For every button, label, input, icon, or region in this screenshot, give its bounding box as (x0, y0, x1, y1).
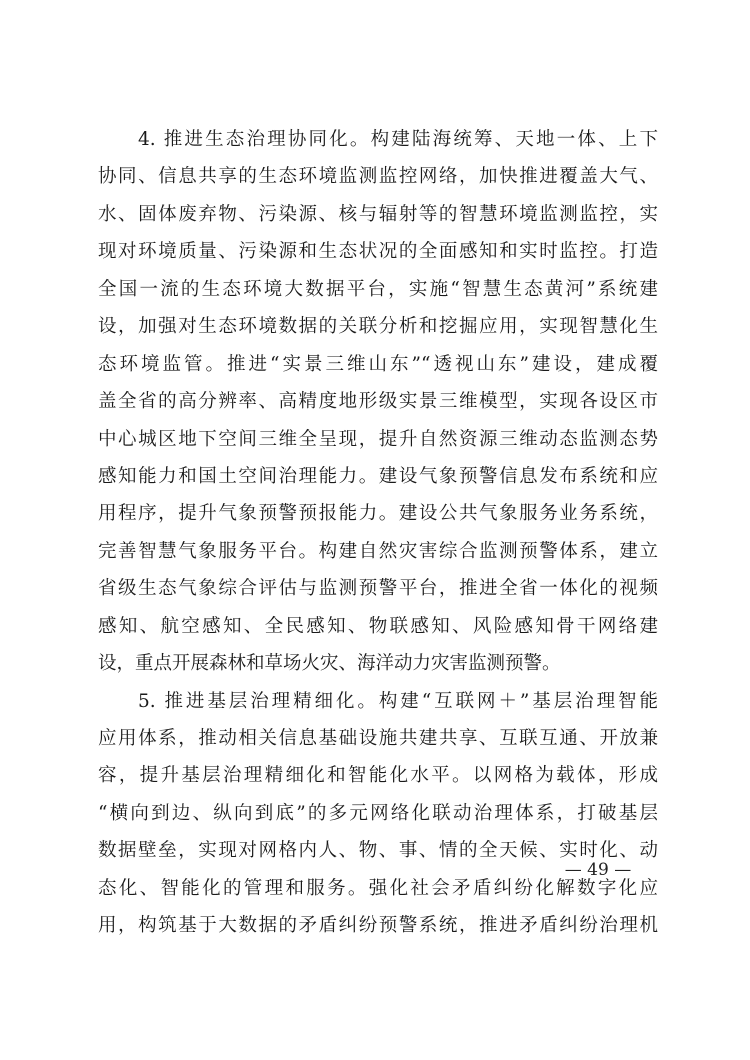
paragraph-4-line-14: 感知、航空感知、全民感知、物联感知、风险感知骨干网络建 (98, 615, 658, 637)
paragraph-4-line-9: 中心城区地下空间三维全呈现，提升自然资源三维动态监测态势 (98, 428, 658, 450)
paragraph-4-line-13: 省级生态气象综合评估与监测预警平台，推进全省一体化的视频 (98, 578, 658, 600)
paragraph-5-line-5: 数据壁垒，实现对网格内人、物、事、情的全天候、实时化、动 (98, 840, 658, 862)
paragraph-5-line-6: 态化、智能化的管理和服务。强化社会矛盾纠纷化解数字化应 (98, 877, 658, 899)
paragraph-4-line-4: 现对环境质量、污染源和生态状况的全面感知和实时监控。打造 (98, 241, 658, 263)
paragraph-4-line-8: 盖全省的高分辨率、高精度地形级实景三维模型，实现各设区市 (98, 391, 658, 413)
paragraph-5-line-7: 用，构筑基于大数据的矛盾纠纷预警系统，推进矛盾纠纷治理机 (98, 915, 658, 937)
paragraph-5-line-1: 5. 推进基层治理精细化。构建“互联网＋”基层治理智能 (138, 690, 658, 712)
paragraph-4-line-12: 完善智慧气象服务平台。构建自然灾害综合监测预警体系，建立 (98, 540, 658, 562)
paragraph-4-line-1: 4. 推进生态治理协同化。构建陆海统筹、天地一体、上下 (138, 129, 658, 150)
paragraph-4-line-11: 用程序，提升气象预警预报能力。建设公共气象服务业务系统， (98, 503, 658, 525)
paragraph-5-line-4: “横向到边、纵向到底”的多元网络化联动治理体系，打破基层 (98, 802, 658, 824)
paragraph-5-line-2: 应用体系，推动相关信息基础设施共建共享、互联互通、开放兼 (98, 728, 658, 749)
paragraph-4-line-7: 态环境监管。推进“实景三维山东”“透视山东”建设，建成覆 (98, 353, 658, 375)
paragraph-4-line-6: 设，加强对生态环境数据的关联分析和挖掘应用，实现智慧化生 (98, 316, 658, 338)
body-text (98, 121, 658, 945)
paragraph-4-line-3: 水、固体废弃物、污染源、核与辐射等的智慧环境监测监控，实 (98, 203, 658, 225)
page-number: — 49 — (564, 860, 632, 880)
paragraph-4-line-5: 全国一流的生态环境大数据平台，实施“智慧生态黄河”系统建 (98, 278, 658, 300)
paragraph-4-line-2: 协同、信息共享的生态环境监测监控网络，加快推进覆盖大气、 (98, 166, 658, 188)
paragraph-4-line-10: 感知能力和国土空间治理能力。建设气象预警信息发布系统和应 (98, 465, 658, 487)
paragraph-4-line-15: 设，重点开展森林和草场火灾、海洋动力灾害监测预警。 (98, 653, 561, 675)
paragraph-5-line-3: 容，提升基层治理精细化和智能化水平。以网格为载体，形成 (98, 765, 658, 787)
